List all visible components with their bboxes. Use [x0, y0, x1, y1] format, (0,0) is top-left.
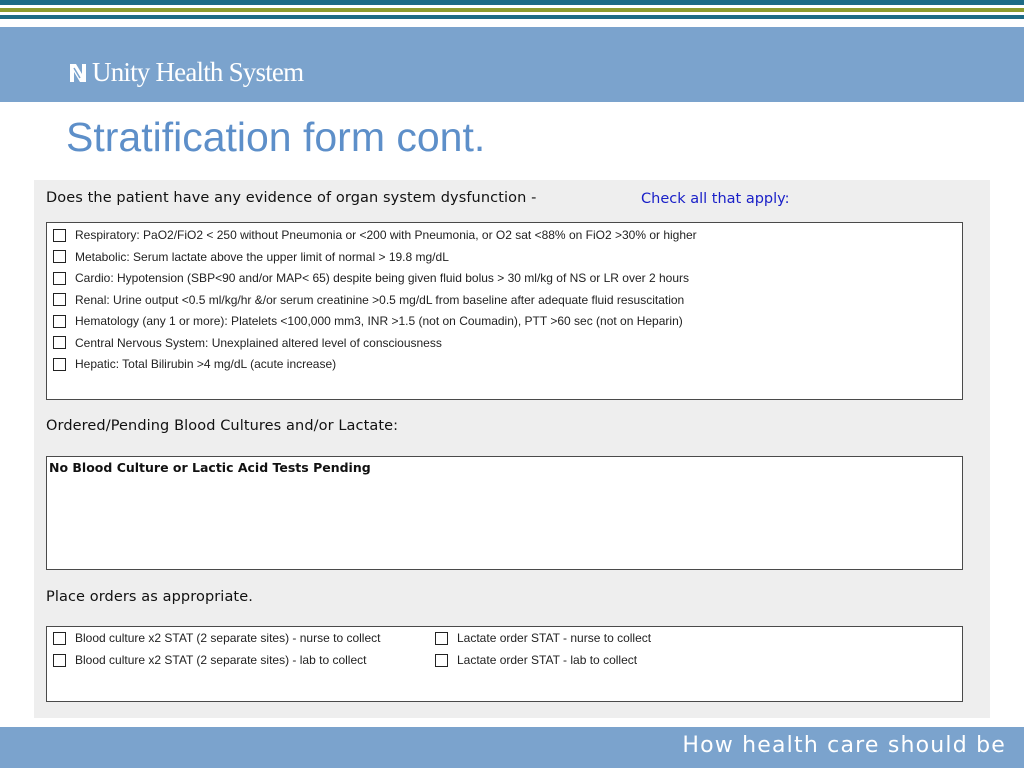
order-blood-culture-nurse[interactable] [53, 629, 380, 647]
checkbox-label: Lactate order STAT - lab to collect [457, 653, 638, 667]
checkbox-label: Respiratory: PaO2/FiO2 < 250 without Pneumonia or <200 with Pneumonia, or O2 sat <88% on FiO2 >30% or higher [75, 228, 697, 242]
checklist-item-metabolic[interactable] [53, 248, 449, 266]
top-stripe-gap [0, 19, 1024, 27]
checkbox-label: Blood culture x2 STAT (2 separate sites) - lab to collect [75, 653, 367, 667]
checklist-item-respiratory[interactable] [53, 226, 697, 244]
checklist-item-hepatic[interactable] [53, 355, 336, 373]
checkbox[interactable] [435, 632, 448, 645]
orders-question: Place orders as appropriate. [46, 589, 253, 605]
checkbox[interactable] [53, 272, 66, 285]
unity-n-mark-icon [68, 62, 88, 84]
checkbox[interactable] [435, 654, 448, 667]
checkbox[interactable] [53, 336, 66, 349]
footer-band [0, 727, 1024, 768]
organ-dysfunction-question: Does the patient have any evidence of organ system dysfunction - [46, 190, 537, 206]
order-lactate-lab[interactable] [435, 651, 637, 669]
cultures-textarea[interactable] [46, 456, 963, 570]
organ-dysfunction-checklist [46, 222, 963, 400]
stratification-form [34, 180, 990, 718]
brand-name: Unity Health System [92, 57, 304, 87]
checkbox-label: Metabolic: Serum lactate above the upper limit of normal > 19.8 mg/dL [75, 249, 449, 264]
cultures-value: No Blood Culture or Lactic Acid Tests Pending [49, 460, 371, 475]
slide-title: Stratification form cont. [66, 114, 486, 160]
order-blood-culture-lab[interactable] [53, 651, 366, 669]
checkbox[interactable] [53, 654, 66, 667]
checklist-item-hematology[interactable] [53, 312, 683, 330]
cultures-question: Ordered/Pending Blood Cultures and/or Lactate: [46, 418, 399, 434]
checklist-item-cardio[interactable] [53, 269, 689, 287]
checkbox-label: Renal: Urine output <0.5 ml/kg/hr &/or serum creatinine >0.5 mg/dL from baseline after adequate fluid resuscitation [75, 292, 685, 307]
check-all-instruction: Check all that apply: [641, 191, 790, 207]
checkbox-label: Hematology (any 1 or more): Platelets <100,000 mm3, INR >1.5 (not on Coumadin), PTT >60 sec (not on Heparin) [75, 314, 683, 328]
checklist-item-cns[interactable] [53, 334, 442, 352]
order-lactate-nurse[interactable] [435, 629, 651, 647]
checkbox[interactable] [53, 293, 66, 306]
checkbox[interactable] [53, 315, 66, 328]
checkbox-label: Cardio: Hypotension (SBP<90 and/or MAP< 65) despite being given fluid bolus > 30 ml/kg of NS or LR over 2 hours [75, 271, 690, 285]
checkbox[interactable] [53, 229, 66, 242]
orders-checklist [46, 626, 963, 702]
checkbox-label: Lactate order STAT - nurse to collect [457, 631, 652, 645]
header-band [0, 27, 1024, 102]
checkbox[interactable] [53, 358, 66, 371]
checkbox[interactable] [53, 250, 66, 263]
checkbox-label: Central Nervous System: Unexplained altered level of consciousness [75, 335, 442, 350]
checkbox-label: Blood culture x2 STAT (2 separate sites) - nurse to collect [75, 631, 381, 645]
checklist-item-renal[interactable] [53, 291, 684, 309]
footer-tagline: How health care should be [682, 733, 1006, 758]
brand-logo [68, 57, 303, 88]
checkbox-label: Hepatic: Total Bilirubin >4 mg/dL (acute increase) [75, 357, 337, 371]
checkbox[interactable] [53, 632, 66, 645]
